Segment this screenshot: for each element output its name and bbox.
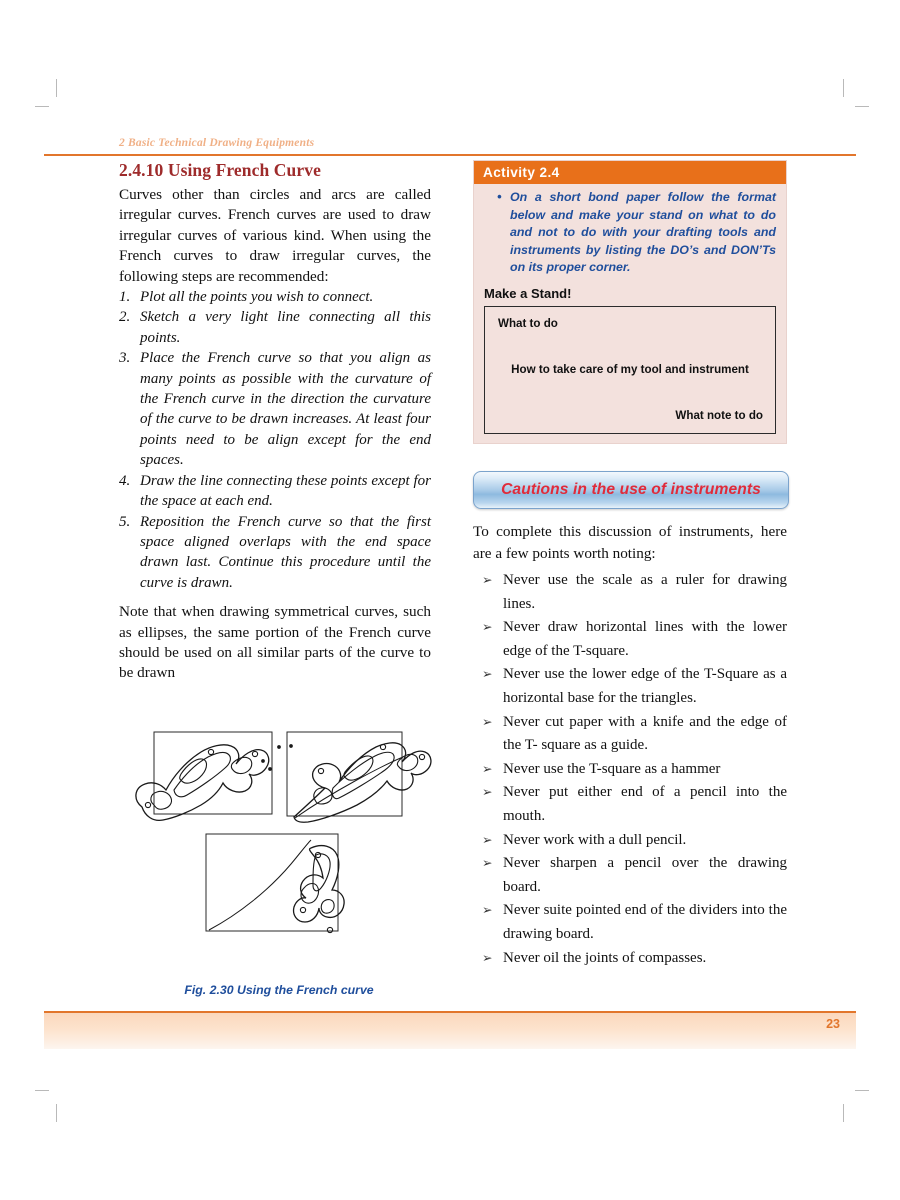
crop-mark-bottom-left-horizontal: [35, 1090, 49, 1091]
crop-mark-bottom-right-horizontal: [855, 1090, 869, 1091]
cautions-list: [473, 569, 787, 970]
crop-mark-bottom-left-vertical: [56, 1104, 57, 1122]
list-item: ➢ Never suite pointed end of the dividers into the drawing board.: [503, 899, 787, 946]
running-header: 2 Basic Technical Drawing Equipments: [119, 137, 315, 149]
header-rule: [44, 154, 856, 156]
steps-list: [119, 287, 431, 593]
stand-label-what-note-to-do: What note to do: [675, 408, 763, 422]
footer-band: [44, 1013, 856, 1049]
list-item: Plot all the points you wish to connect.: [140, 289, 374, 306]
crop-mark-bottom-right-vertical: [843, 1104, 844, 1122]
list-item: ➢ Never use the T-square as a hammer: [503, 758, 787, 782]
list-item: ➢ Never use the lower edge of the T-Square as a horizontal base for the triangles.: [503, 663, 787, 710]
list-item: ➢ Never work with a dull pencil.: [503, 829, 787, 853]
cautions-banner: [473, 471, 789, 509]
figure-2-30: [119, 722, 439, 997]
cautions-banner-text: Cautions in the use of instruments: [501, 481, 761, 498]
list-item: ➢ Never put either end of a pencil into the mouth.: [503, 781, 787, 828]
activity-box: [473, 160, 787, 444]
page-number: 23: [826, 1017, 840, 1031]
list-item: Reposition the French curve so that the first space aligned overlaps with the end space drawn last. Continue this procedure until the curve is drawn.: [140, 513, 431, 591]
right-column: [473, 521, 787, 970]
list-item: ➢ Never draw horizontal lines with the lower edge of the T-square.: [503, 616, 787, 663]
figure-caption: Fig. 2.30 Using the French curve: [184, 983, 374, 997]
list-item: • On a short bond paper follow the format below and make your stand on what to do and not to do with your drafting tools and instruments by listing the DO’s and DON’Ts on its proper corner.: [510, 189, 776, 277]
crop-mark-top-left-horizontal: [35, 106, 49, 107]
left-column: [119, 160, 431, 684]
list-item: ➢ Never cut paper with a knife and the edge of the T- square as a guide.: [503, 711, 787, 758]
stand-label-what-to-do: What to do: [498, 316, 558, 330]
list-item: Place the French curve so that you align as many points as possible with the curvature of the French curve in the direction the curvature of the curve to be drawn increases. At least four points need to be align except for the end spaces.: [140, 350, 431, 469]
activity-bullet-list: [484, 189, 776, 277]
note-paragraph: Note that when drawing symmetrical curves, such as ellipses, the same portion of the French curve should be used on all similar parts of the curve to be drawn: [119, 603, 431, 682]
activity-header: Activity 2.4: [474, 161, 786, 184]
list-item: Sketch a very light line connecting all this points.: [140, 309, 431, 346]
french-curve-illustration: [119, 722, 439, 972]
activity-body: [474, 184, 786, 443]
intro-paragraph: Curves other than circles and arcs are called irregular curves. French curves are used to draw irregular curves of various kind. When using the French curves to draw irregular curves, the following steps are recommended:: [119, 186, 431, 285]
stand-label-how-to-take-care: How to take care of my tool and instrument: [511, 362, 749, 376]
cautions-intro: To complete this discussion of instruments, here are a few points worth noting:: [473, 523, 787, 562]
crop-mark-top-right-vertical: [843, 79, 844, 97]
make-a-stand-label: Make a Stand!: [484, 285, 572, 301]
crop-mark-top-left-vertical: [56, 79, 57, 97]
crop-mark-top-right-horizontal: [855, 106, 869, 107]
page-title: 2.4.10 Using French Curve: [119, 160, 321, 180]
list-item: ➢ Never use the scale as a ruler for drawing lines.: [503, 569, 787, 616]
list-item: ➢ Never oil the joints of compasses.: [503, 947, 787, 971]
list-item: Draw the line connecting these points except for the space at each end.: [140, 472, 431, 510]
make-a-stand-box: [484, 306, 776, 434]
list-item: ➢ Never sharpen a pencil over the drawing board.: [503, 852, 787, 899]
